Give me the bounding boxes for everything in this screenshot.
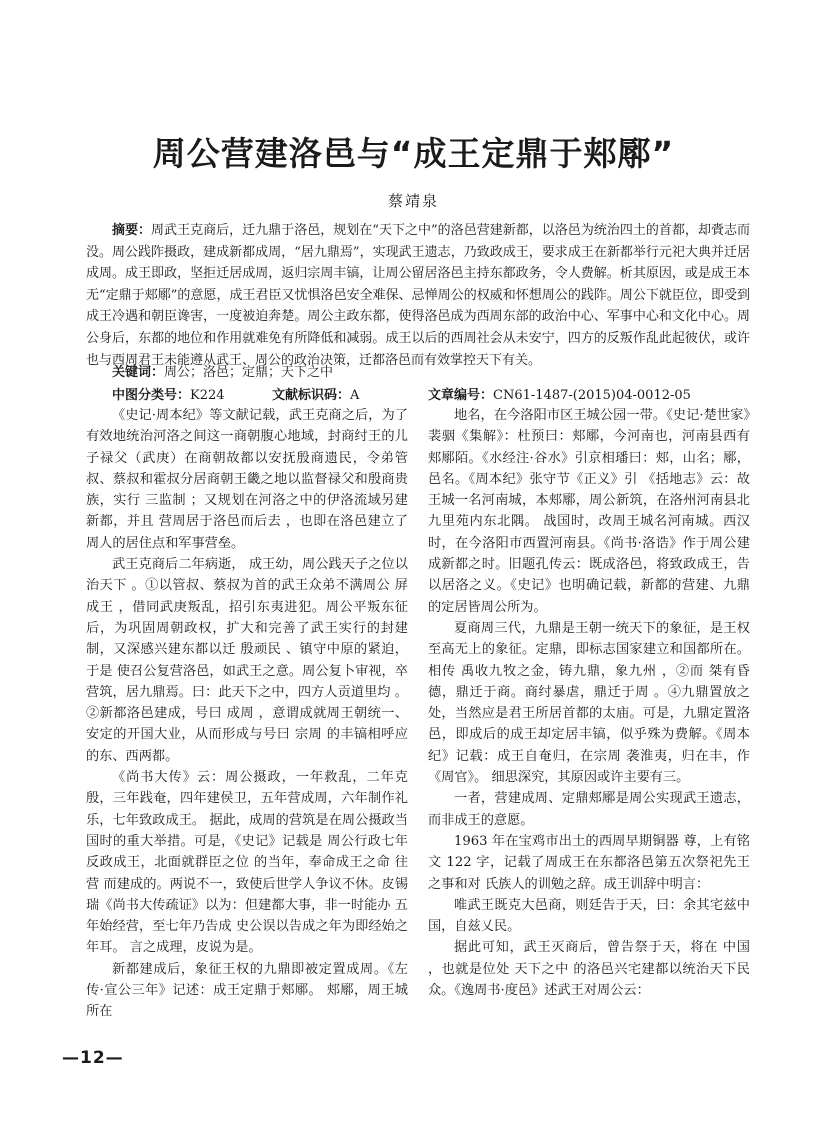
document-code: 文献标识码：A bbox=[272, 388, 360, 403]
inscription-quote: 唯武王既克大邑商，则廷告于天，曰：余其宅兹中国，自兹乂民。 bbox=[428, 897, 750, 935]
paragraph: 夏商周三代，九鼎是王朝一统天下的象征，是王权至高无上的象征。定鼎，即标志国家建立和国都所在。相传 禹收九牧之金，铸九鼎，象九州 ，②而 桀有昏德，鼎迁于商。商纣暴虐，鼎迁于周 。④九鼎置放之处，当然应是君王所居首都的太庙。可是，九鼎定置洛邑，即成后的成王却定居丰镐，似乎殊为费解。《周本纪》记载：成王自奄归，在宗周 袭淮夷，归在丰，作《周官》。 细思深究，其原因或许主要有三。 bbox=[428, 620, 750, 786]
paragraph: 地名，在今洛阳市区王城公园一带。《史记·楚世家》裴骃《集解》：杜预曰：郏鄏，今河南也，河南县西有郏鄏陌。《水经注·谷水》引京相璠曰：郏，山名；鄏，邑名。《周本纪》张守节《正义》引 《括地志》云：故王城一名河南城，本郏鄏，周公新筑，在洛州河南县北九里苑内东北隅。 战国时，改周王城名河南城。西汉时，在今洛阳市西置河南县。《尚书·洛诰》作于周公建成新都之时。旧题孔传云：既成洛邑，将致政成王，告以居洛之义。《史记》也明确记载，新都的营建、九鼎的定居皆周公所为。 bbox=[428, 408, 750, 615]
body-column-left bbox=[86, 405, 408, 1023]
abstract-text: 周武王克商后，迁九鼎于洛邑，规划在“天下之中”的洛邑营建新都，以洛邑为统治四土的首都，却賫志而没。周公践阼摄政，建成新都成周，“居九鼎焉”，实现武王遗志，乃致政成王，要求成王在新都举行元祀大典并迁居成周。成王即政，坚拒迁居成周，返归宗周丰镐，让周公留居洛邑主持东都政务，令人费解。析其原因，或是成王本无“定鼎于郏鄏”的意愿，成王君臣又忧惧洛邑安全难保、忌惮周公的权威和怀想周公的践阼。周公下就臣位，即受到成王冷遇和朝臣谗害，一度被迫奔楚。周公主政东都，使得洛邑成为西周东部的政治中心、军事中心和文化中心。周公身后，东都的地位和作用就难免有所降低和减弱。成王以后的西周社会从未安宁，四方的反叛作乱此起彼伏，或许也与西周君王未能遵从武王、周公的政治决策，迁都洛邑而有效掌控天下有关。 bbox=[86, 223, 750, 368]
abstract bbox=[86, 220, 750, 371]
paragraph: 据此可知，武王灭商后，曾告祭于天，将在 中国 ，也就是位处 天下之中 的洛邑兴宅建都以统治天下民众。《逸周书·度邑》述武王对周公云： bbox=[428, 940, 750, 999]
article-title: 周公营建洛邑与“成王定鼎于郏鄏” bbox=[152, 134, 675, 173]
keywords-label: 关键词： bbox=[112, 365, 165, 380]
paragraph: 1963 年在宝鸡市出土的西周早期铜器 尊，上有铭文 122 字，记载了周成王在东都洛邑第五次祭祀先王之事和对 氏族人的训勉之辞。成王训辞中明言： bbox=[428, 833, 750, 892]
paragraph: 一者，营建成周、定鼎郏鄏是周公实现武王遗志，而非成王的意愿。 bbox=[428, 791, 750, 828]
classification-row bbox=[0, 384, 827, 402]
paragraph: 《史记·周本纪》等文献记载，武王克商之后，为了有效地统治河洛之间这一商朝腹心地域，封商纣王的儿子禄父（武庚）在商朝故都以安抚殷商遗民，令弟管叔、蔡叔和霍叔分居商朝王畿之地以监督禄父和殷商贵族，实行 三监制 ；又规划在河洛之中的伊洛流域另建新都，并且 营周居于洛邑而后去 ，也即在洛邑建立了周人的居住点和军事营垒。 bbox=[86, 408, 408, 551]
article-number: 文章编号：CN61-1487-(2015)04-0012-05 bbox=[428, 388, 691, 403]
body-column-right bbox=[428, 405, 750, 1001]
clc-number: 中图分类号：K224 bbox=[112, 388, 225, 403]
keywords-text: 周公；洛邑；定鼎；天下之中 bbox=[164, 365, 334, 380]
paragraph: 武王克商后二年病逝， 成王幼，周公践天子之位以治天下 。①以管叔、蔡叔为首的武王众弟不满周公 屏成王 ，借同武庚叛乱，招引东夷进犯。周公平叛东征后，为巩固周朝政权，扩大和完善了武王实行的封建制，又深感兴建东都以迁 殷顽民 、镇守中原的紧迫，于是 使召公复营洛邑，如武王之意。周公复卜审视，卒营筑，居九鼎焉。曰：此天下之中，四方人贡道里均 。②新都洛邑建成，号曰 成周 ，意谓成就周王朝统一、安定的开国大业，从而形成与号曰 宗周 的丰镐相呼应的东、西两都。 bbox=[86, 557, 408, 764]
author-name: 蔡靖泉 bbox=[387, 192, 439, 210]
paragraph: 新都建成后，象征王权的九鼎即被定置成周。《左传·宣公三年》记述：成王定鼎于郏鄏。 郏鄏，周王城所在 bbox=[86, 961, 408, 1020]
page-number: —12— bbox=[62, 1048, 124, 1068]
keywords bbox=[112, 361, 752, 380]
paragraph: 《尚书大传》云：周公摄政，一年救乱，二年克殷，三年践奄，四年建侯卫，五年营成周，六年制作礼乐，七年致政成王。 据此，成周的营筑是在周公摄政当国时的重大举措。可是，《史记》记载是 周公行政七年 反政成王，北面就群臣之位 的当年，奉命成王之命 往营 而建成的。两说不一，致使后世学人争议不休。皮锡瑞《尚书大传疏证》以为：但建都大事，非一时能办 五年始经营，至七年乃告成 史公误以告成之年为即经始之年耳。 言之成理，皮说为是。 bbox=[86, 770, 408, 956]
abstract-label: 摘要： bbox=[112, 223, 152, 238]
